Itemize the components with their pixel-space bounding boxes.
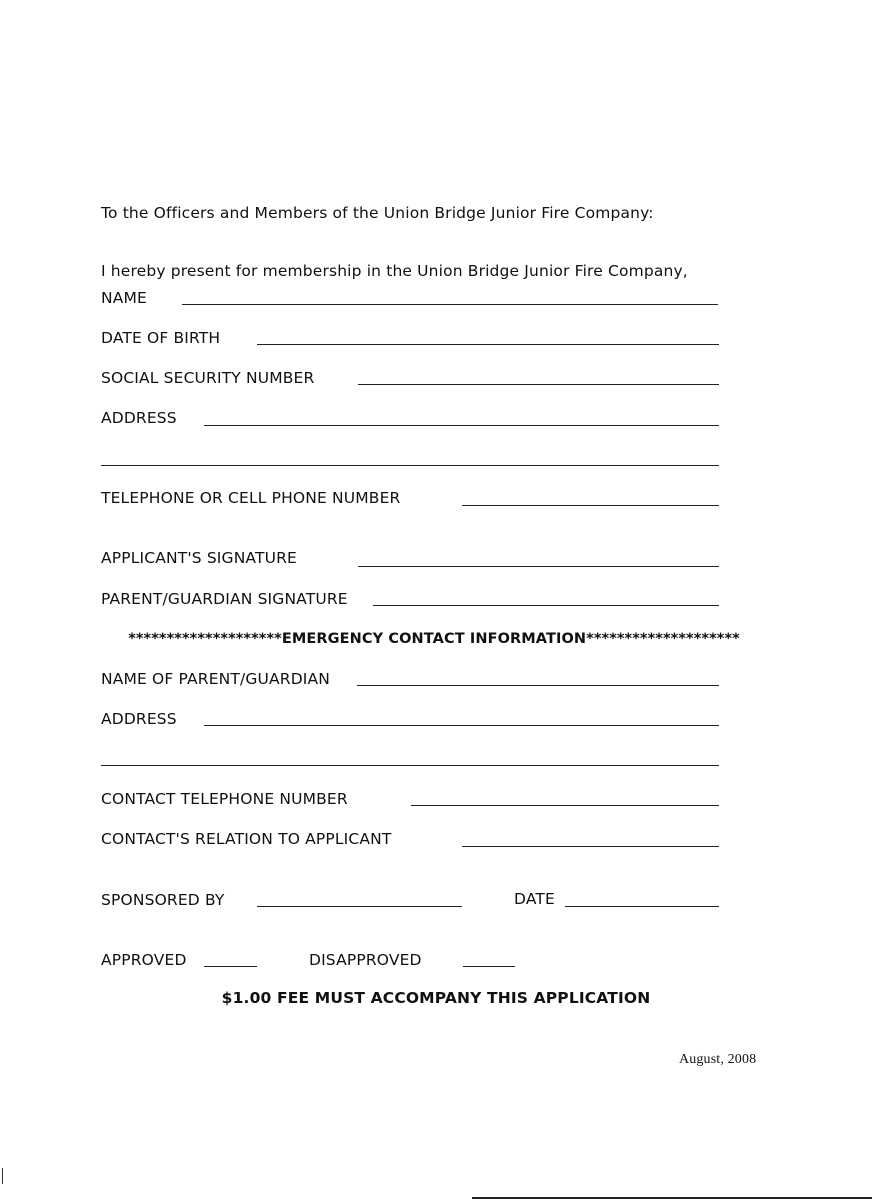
address-field-line-2[interactable] [101,465,719,466]
scan-edge-line [472,1197,872,1199]
sponsor-date-label: DATE [514,890,555,908]
disapproved-blank[interactable] [463,966,515,967]
fee-notice: $1.00 FEE MUST ACCOMPANY THIS APPLICATION [221,989,651,1007]
disapproved-label: DISAPPROVED [309,951,422,969]
guardian-name-label: NAME OF PARENT/GUARDIAN [101,670,331,688]
approved-label: APPROVED [101,951,187,969]
name-label: NAME [101,289,147,307]
name-field-line[interactable] [182,304,718,305]
phone-label: TELEPHONE OR CELL PHONE NUMBER [101,489,401,507]
relation-label: CONTACT'S RELATION TO APPLICANT [101,830,392,848]
sponsored-by-field-line[interactable] [257,906,462,907]
contact-phone-label: CONTACT TELEPHONE NUMBER [101,790,348,808]
sponsor-date-field-line[interactable] [565,906,719,907]
emergency-address-label: ADDRESS [101,710,177,728]
relation-field-line[interactable] [462,846,719,847]
emergency-address-line-2[interactable] [101,765,719,766]
approved-blank[interactable] [204,966,257,967]
applicant-signature-label: APPLICANT'S SIGNATURE [101,549,297,567]
guardian-name-field-line[interactable] [357,685,719,686]
ssn-field-line[interactable] [358,384,719,385]
address-field-line-1[interactable] [204,425,719,426]
dob-field-line[interactable] [257,344,719,345]
sponsored-by-label: SPONSORED BY [101,891,225,909]
salutation: To the Officers and Members of the Union Bridge Junior Fire Company: [101,204,654,222]
applicant-signature-line[interactable] [358,566,719,567]
contact-phone-field-line[interactable] [411,805,719,806]
guardian-signature-line[interactable] [373,605,719,606]
phone-field-line[interactable] [462,505,719,506]
intro-text: I hereby present for membership in the Union Bridge Junior Fire Company, [101,262,688,280]
emergency-address-line-1[interactable] [204,725,719,726]
guardian-signature-label: PARENT/GUARDIAN SIGNATURE [101,590,348,608]
ssn-label: SOCIAL SECURITY NUMBER [101,369,315,387]
revision-date: August, 2008 [679,1052,757,1067]
scan-edge-mark [2,1168,3,1184]
address-label: ADDRESS [101,409,177,427]
dob-label: DATE OF BIRTH [101,329,221,347]
emergency-contact-header: ********************EMERGENCY CONTACT INFORMATION******************** [128,631,740,647]
